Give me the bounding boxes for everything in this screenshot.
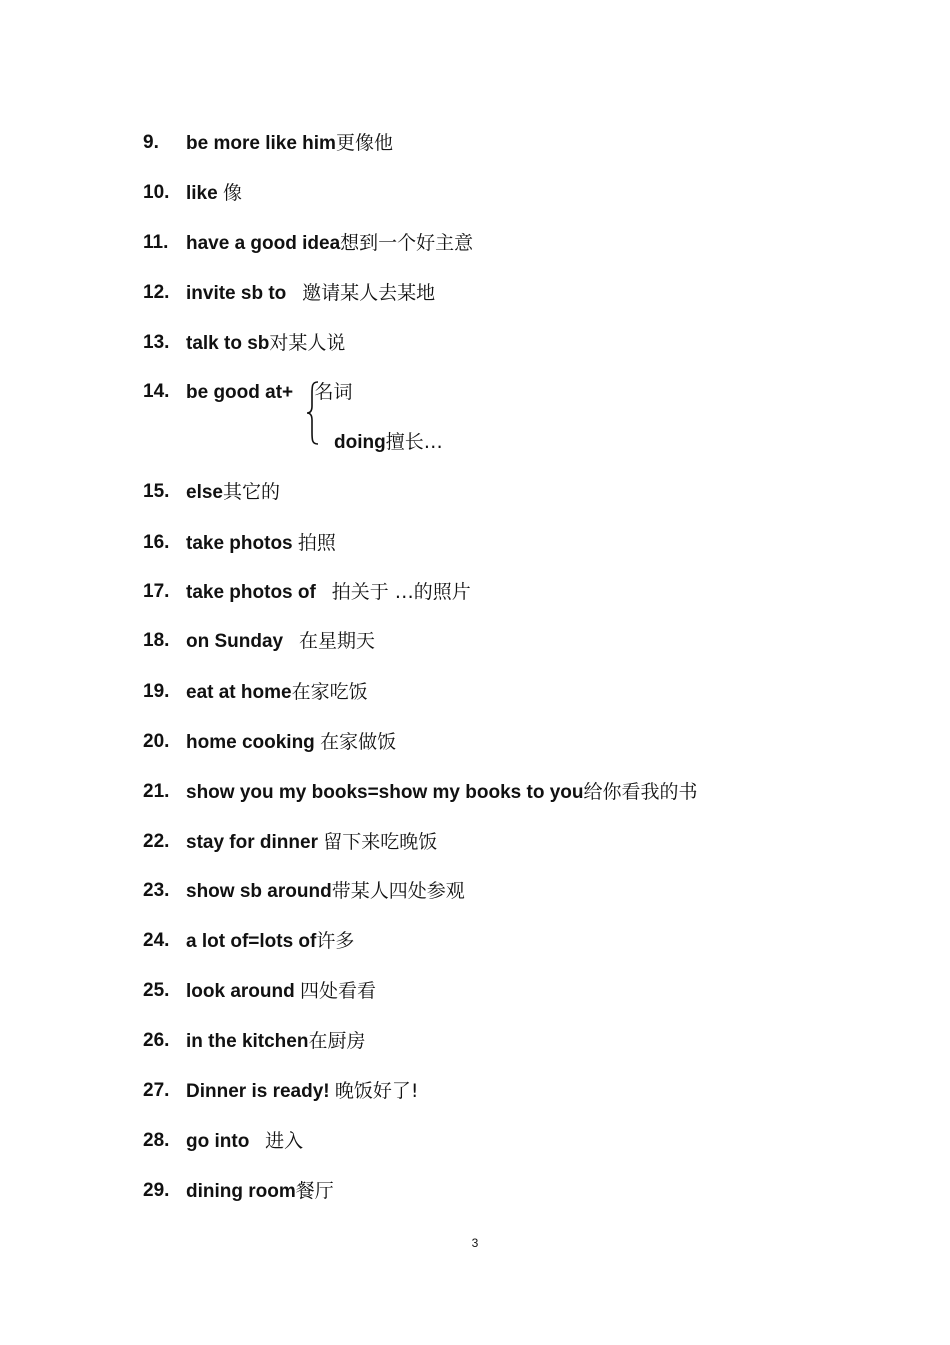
chinese-meaning: 在厨房 — [308, 1030, 366, 1052]
english-phrase: show you my books=show my books to you — [186, 782, 584, 803]
chinese-meaning: 在家吃饭 — [291, 681, 368, 703]
chinese-meaning: 留下来吃晚饭 — [323, 831, 438, 853]
item-phrase — [186, 1176, 334, 1207]
item-number: 22. — [143, 831, 170, 852]
item-phrase — [186, 228, 473, 259]
page-number: 3 — [471, 1236, 479, 1250]
item-number: 19. — [143, 681, 170, 702]
item-phrase — [186, 577, 471, 608]
english-phrase: Dinner is ready! — [186, 1081, 335, 1102]
item-number: 26. — [143, 1030, 170, 1051]
item-number: 24. — [143, 930, 170, 951]
chinese-meaning: 晚饭好了! — [334, 1080, 419, 1102]
chinese-meaning: 四处看看 — [300, 980, 377, 1002]
english-phrase: take photos of — [186, 582, 332, 603]
english-phrase: go into — [186, 1131, 266, 1152]
item-14-sub-option — [334, 427, 443, 457]
item-phrase — [186, 278, 435, 309]
item-number: 12. — [143, 282, 170, 303]
chinese-meaning: 许多 — [316, 930, 355, 952]
item-number: 14. — [143, 381, 170, 402]
item-number: 17. — [143, 581, 170, 602]
item-phrase — [186, 1076, 419, 1107]
chinese-meaning: 拍照 — [297, 532, 336, 554]
chinese-meaning: 对某人说 — [269, 332, 346, 354]
english-phrase: in the kitchen — [186, 1031, 309, 1052]
chinese-meaning: 在星期天 — [298, 630, 375, 652]
item-phrase — [186, 926, 354, 957]
chinese-meaning: 拍关于 …的照片 — [331, 581, 471, 603]
english-phrase: on Sunday — [186, 631, 299, 652]
chinese-meaning: 擅长… — [385, 431, 443, 453]
item-phrase — [186, 178, 242, 209]
item-phrase — [186, 626, 375, 657]
chinese-meaning: 想到一个好主意 — [340, 232, 474, 254]
english-phrase: talk to sb — [186, 333, 270, 354]
english-phrase: stay for dinner — [186, 832, 324, 853]
english-phrase: like — [186, 183, 223, 204]
chinese-meaning: 像 — [222, 182, 242, 204]
item-number: 11. — [143, 232, 169, 253]
item-phrase — [186, 827, 437, 858]
chinese-meaning: 进入 — [265, 1130, 304, 1152]
english-phrase: else — [186, 482, 223, 503]
item-number: 25. — [143, 980, 170, 1001]
item-phrase — [186, 528, 336, 559]
english-phrase: home cooking — [186, 732, 321, 753]
item-number: 20. — [143, 731, 170, 752]
english-phrase: be good at+ — [186, 382, 299, 403]
item-phrase — [186, 876, 465, 907]
item-number: 10. — [143, 182, 170, 203]
curly-brace-icon — [306, 380, 322, 446]
item-number: 23. — [143, 880, 170, 901]
item-phrase — [186, 1026, 365, 1057]
item-number: 16. — [143, 532, 170, 553]
item-number: 18. — [143, 630, 170, 651]
english-phrase: invite sb to — [186, 283, 303, 304]
item-phrase — [186, 477, 280, 508]
english-phrase: look around — [186, 981, 300, 1002]
item-number: 15. — [143, 481, 170, 502]
item-number: 28. — [143, 1130, 170, 1151]
item-phrase — [186, 727, 396, 758]
item-number: 21. — [143, 781, 170, 802]
chinese-meaning: 其它的 — [222, 481, 280, 503]
chinese-meaning: 给你看我的书 — [583, 781, 698, 803]
english-phrase: dining room — [186, 1181, 296, 1202]
english-phrase: take photos — [186, 533, 298, 554]
chinese-meaning: 带某人四处参观 — [331, 880, 465, 902]
item-number: 9. — [143, 132, 159, 153]
chinese-meaning: 更像他 — [335, 132, 393, 154]
item-phrase — [186, 976, 376, 1007]
item-phrase — [186, 128, 393, 159]
item-phrase — [186, 328, 345, 359]
item-number: 29. — [143, 1180, 170, 1201]
item-phrase — [186, 377, 352, 408]
item-phrase — [186, 1126, 303, 1157]
english-phrase: doing — [334, 432, 386, 453]
item-phrase — [186, 677, 368, 708]
english-phrase: show sb around — [186, 881, 332, 902]
chinese-meaning: 名词 — [314, 381, 353, 403]
chinese-meaning: 在家做饭 — [320, 731, 397, 753]
item-number: 27. — [143, 1080, 170, 1101]
english-phrase: a lot of=lots of — [186, 931, 317, 952]
english-phrase: be more like him — [186, 133, 336, 154]
english-phrase: eat at home — [186, 682, 292, 703]
chinese-meaning: 邀请某人去某地 — [302, 282, 436, 304]
chinese-meaning: 餐厅 — [295, 1180, 334, 1202]
item-number: 13. — [143, 332, 170, 353]
english-phrase: have a good idea — [186, 233, 341, 254]
item-phrase — [186, 777, 698, 808]
